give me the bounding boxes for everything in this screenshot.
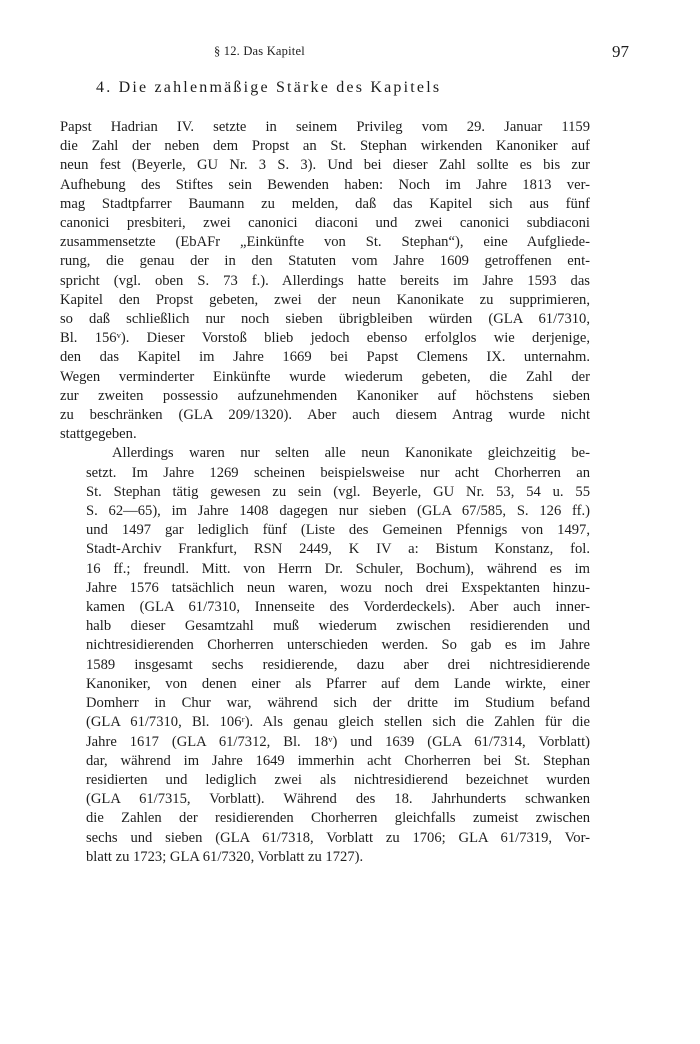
text-line: Jahre 1617 (GLA 61/7312, Bl. 18ᵛ) und 1639 (GLA 61/7314, Vorblatt) — [86, 733, 590, 750]
text-line: Bl. 156ᵛ). Dieser Vorstoß blieb jedoch ebenso erfolglos wie derjenige, — [60, 330, 590, 347]
running-head: § 12. Das Kapitel — [214, 44, 305, 58]
text-line: rung, die genau der in den Statuten vom Jahre 1609 getroffenen ent- — [60, 253, 590, 270]
text-line: 1589 insgesamt sechs residierende, dazu aber drei nichtresidierende — [86, 656, 590, 673]
text-line: zu beschränken (GLA 209/1320). Aber auch diesem Antrag wurde nicht — [60, 407, 590, 424]
text-line: so daß schließlich nur noch sieben übrigbleiben würden (GLA 61/7310, — [60, 311, 590, 328]
text-line: Wegen verminderter Einkünfte wurde wiederum gebeten, die Zahl der — [60, 368, 590, 385]
text-line: residierten und lediglich zwei als nichtresidierend bezeichnet wurden — [86, 771, 590, 788]
text-line: Jahre 1576 tatsächlich neun waren, wozu noch drei Exspektanten hinzu- — [86, 579, 590, 596]
text-line: neun fest (Beyerle, GU Nr. 3 S. 3). Und bei dieser Zahl sollte es bis zur — [60, 157, 590, 174]
text-line: sechs und sieben (GLA 61/7318, Vorblatt zu 1706; GLA 61/7319, Vor- — [86, 829, 590, 846]
text-line: setzt. Im Jahre 1269 scheinen beispielsweise nur acht Chorherren an — [86, 464, 590, 481]
text-line: blatt zu 1723; GLA 61/7320, Vorblatt zu 1727). — [86, 848, 364, 865]
text-line: Domherr in Chur war, während sich der dritte im Studium befand — [86, 695, 590, 712]
text-line: den das Kapitel im Jahre 1669 bei Papst Clemens IX. unternahm. — [60, 349, 590, 366]
body-text — [60, 118, 590, 867]
text-line: 16 ff.; freundl. Mitt. von Herrn Dr. Schuler, Bochum), während es im — [86, 560, 590, 577]
paragraph — [60, 118, 590, 444]
text-line: Kanoniker, von denen einer als Pfarrer auf dem Lande wirkte, einer — [86, 675, 590, 692]
text-line: zusammensetzte (EbAFr „Einkünfte von St. Stephan“), eine Aufgliede- — [60, 234, 590, 251]
text-line: zur zweiten possessio aufzunehmenden Kanoniker auf höchstens sieben — [60, 387, 590, 404]
text-line: (GLA 61/7310, Bl. 106ʳ). Als genau gleich stellen sich die Zahlen für die — [86, 714, 590, 731]
page-number: 97 — [612, 42, 629, 61]
text-line: die Zahl der neben dem Propst an St. Stephan wirkenden Kanoniker auf — [60, 138, 590, 155]
text-line: St. Stephan tätig gewesen zu sein (vgl. Beyerle, GU Nr. 53, 54 u. 55 — [86, 483, 590, 500]
text-line: die Zahlen der residierenden Chorherren gleichfalls zumeist zwischen — [86, 810, 590, 827]
text-line: halb dieser Gesamtzahl muß wiederum zwischen residierenden und — [86, 618, 590, 635]
paragraph — [60, 444, 590, 866]
text-line: (GLA 61/7315, Vorblatt). Während des 18. Jahrhunderts schwanken — [86, 791, 590, 808]
text-line: dar, während im Jahre 1649 immerhin acht Chorherren bei St. Stephan — [86, 752, 590, 769]
text-line: canonici presbiteri, zwei canonici diaconi und zwei canonici subdiaconi — [60, 215, 590, 232]
text-line: nichtresidierenden Chorherren unterschieden werden. So gab es im Jahre — [86, 637, 590, 654]
text-line: Allerdings waren nur selten alle neun Kanonikate gleichzeitig be- — [112, 445, 590, 462]
text-line: S. 62—65), im Jahre 1408 dagegen nur sieben (GLA 67/585, S. 126 ff.) — [86, 503, 590, 520]
text-line: kamen (GLA 61/7310, Innenseite des Vorderdeckels). Aber auch inner- — [86, 599, 590, 616]
text-line: spricht (vgl. oben S. 73 f.). Allerdings hatte bereits im Jahre 1593 das — [60, 272, 590, 289]
text-line: stattgegeben. — [60, 426, 137, 443]
text-line: und 1497 gar lediglich fünf (Liste des Gemeinen Pfennigs von 1497, — [86, 522, 590, 539]
text-line: Kapitel den Propst gebeten, zwei der neun Kanonikate zu supprimieren, — [60, 291, 590, 308]
text-line: Papst Hadrian IV. setzte in seinem Privileg vom 29. Januar 1159 — [60, 119, 590, 135]
text-line: Aufhebung des Stiftes sein Bewenden haben: Noch im Jahre 1813 ver- — [60, 176, 590, 193]
section-heading: 4. Die zahlenmäßige Stärke des Kapitels — [96, 79, 442, 96]
text-line: mag Stadtpfarrer Baumann zu melden, daß das Kapitel sich aus fünf — [60, 195, 590, 212]
text-line: Stadt-Archiv Frankfurt, RSN 2449, K IV a: Bistum Konstanz, fol. — [86, 541, 590, 558]
